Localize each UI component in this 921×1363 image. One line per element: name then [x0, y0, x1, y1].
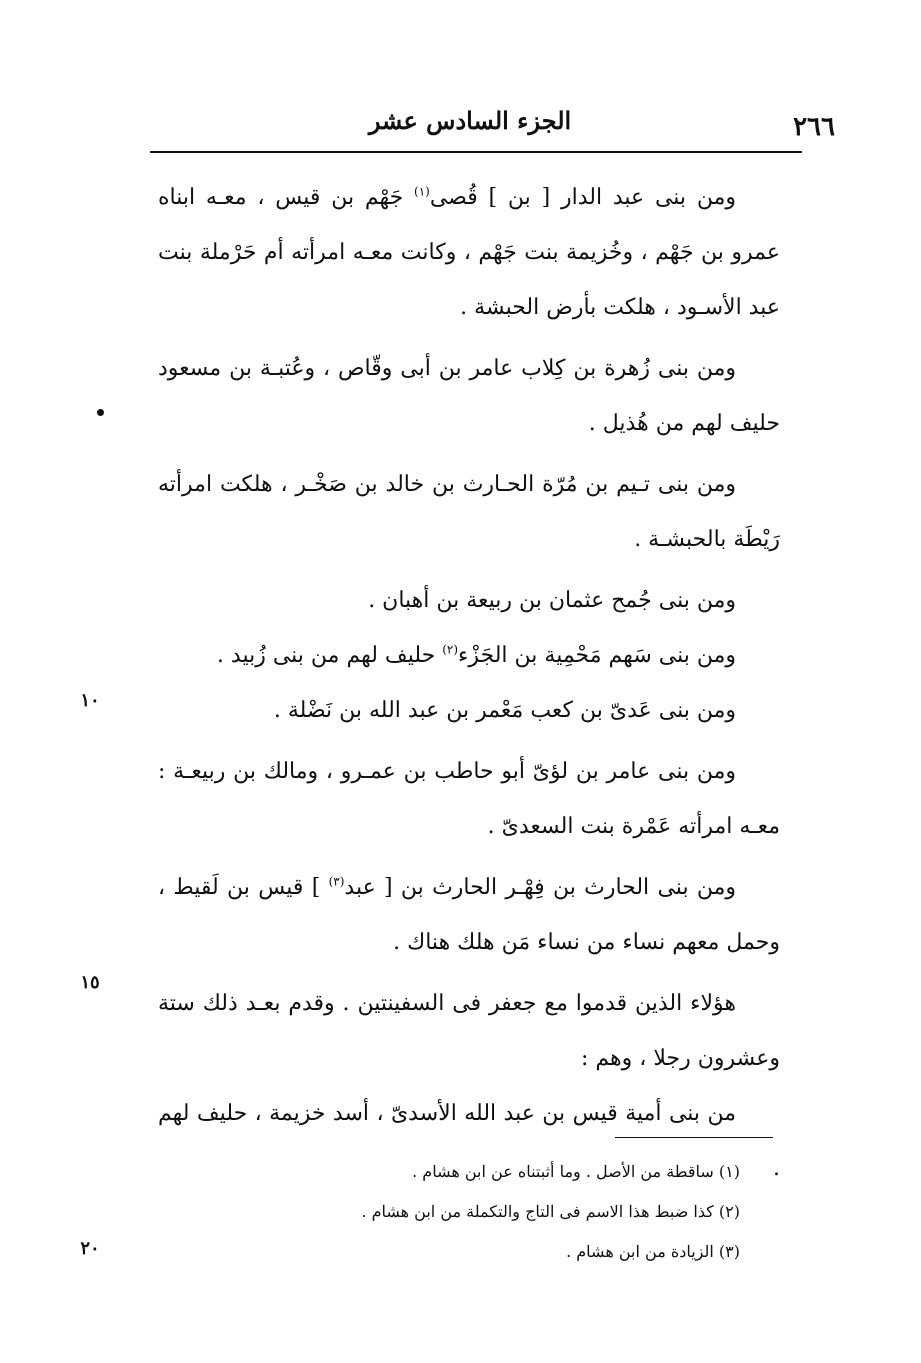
- paragraph-7: ومن بنى عامر بن لؤىّ أبو حاطب بن عمـرو ، ومالك بن ربيعـة : معـه امرأته عَمْرة بنت السعدىّ .: [158, 759, 780, 839]
- paragraph-8-text-a: ومن بنى الحارث بن فِهْـر الحارث بن [ عبد: [344, 875, 737, 900]
- paragraph-3: ومن بنى تـيم بن مُرّة الحـارث بن خالد بن صَخْـر ، هلكت امرأته رَيْطَة بالحبشـة .: [158, 472, 780, 552]
- paragraph-1: [158, 170, 780, 335]
- paragraph-6: ومن بنى عَدىّ بن كعب مَعْمر بن عبد الله بن نَضْلة .: [273, 698, 736, 723]
- footnote-1: (١) ساقطة من الأصل . وما أثبتناه عن ابن هشام .: [412, 1162, 740, 1181]
- paragraph-10: من بنى أمية قيس بن عبد الله الأسدىّ ، أسد خزيمة ، حليف لهم .: [158, 1101, 780, 1181]
- paragraph-5: [158, 628, 780, 683]
- footnotes: [300, 1152, 740, 1272]
- margin-line-number-20: ٢٠: [80, 1238, 100, 1259]
- footnote-ref-1: (١): [414, 184, 430, 199]
- footnote-ref-2: (٢): [442, 642, 459, 657]
- paragraph-1-text-b: جَهْم بن قيس ، معـه ابناه عمرو بن جَهْم ، وخُزيمة بنت جَهْم ، وكانت معـه امرأته أم حَرْملة بنت عبد الأسـود ، هلكت بأرض الحبشة .: [158, 185, 780, 320]
- paragraph-8-text-b: ] قيس بن لَقيط ، وحمل معهم نساء من نساء مَن هلك هناك .: [158, 875, 780, 955]
- paragraph-1-text-a: ومن بنى عبد الدار [ بن ] قُصى: [429, 185, 736, 210]
- body-text: [158, 170, 780, 1196]
- margin-dot-mark: [97, 409, 104, 416]
- running-head: الجزء السادس عشر: [368, 106, 572, 135]
- footnote-rule: [615, 1137, 773, 1138]
- footnote-2: (٢) كذا ضبط هذا الاسم فى التاج والتكملة من ابن هشام .: [361, 1202, 740, 1221]
- paragraph-5-text-a: ومن بنى سَهم مَحْمِية بن الجَزْء: [458, 643, 736, 668]
- paragraph-2: ومن بنى زُهرة بن كِلاب عامر بن أبى وقّاص ، وعُتبـة بن مسعود حليف لهم من هُذيل .: [158, 356, 780, 436]
- footnote-ref-3: (٣): [328, 874, 345, 889]
- paragraph-5-text-b: حليف لهم من بنى زُبيد .: [216, 643, 443, 668]
- page-number: ٢٦٦: [793, 112, 835, 142]
- paragraph-4: ومن بنى جُمح عثمان بن ربيعة بن أهبان .: [368, 588, 736, 613]
- paragraph-8: [158, 860, 780, 970]
- margin-line-number-10: ١٠: [80, 690, 100, 711]
- margin-line-number-15: ١٥: [80, 972, 100, 993]
- header-rule: [150, 151, 802, 153]
- paragraph-9: هؤلاء الذين قدموا مع جعفر فى السفينتين . وقدم بعـد ذلك ستة وعشرون رجلا ، وهم :: [158, 991, 780, 1071]
- footnote-3: (٣) الزيادة من ابن هشام .: [566, 1242, 740, 1261]
